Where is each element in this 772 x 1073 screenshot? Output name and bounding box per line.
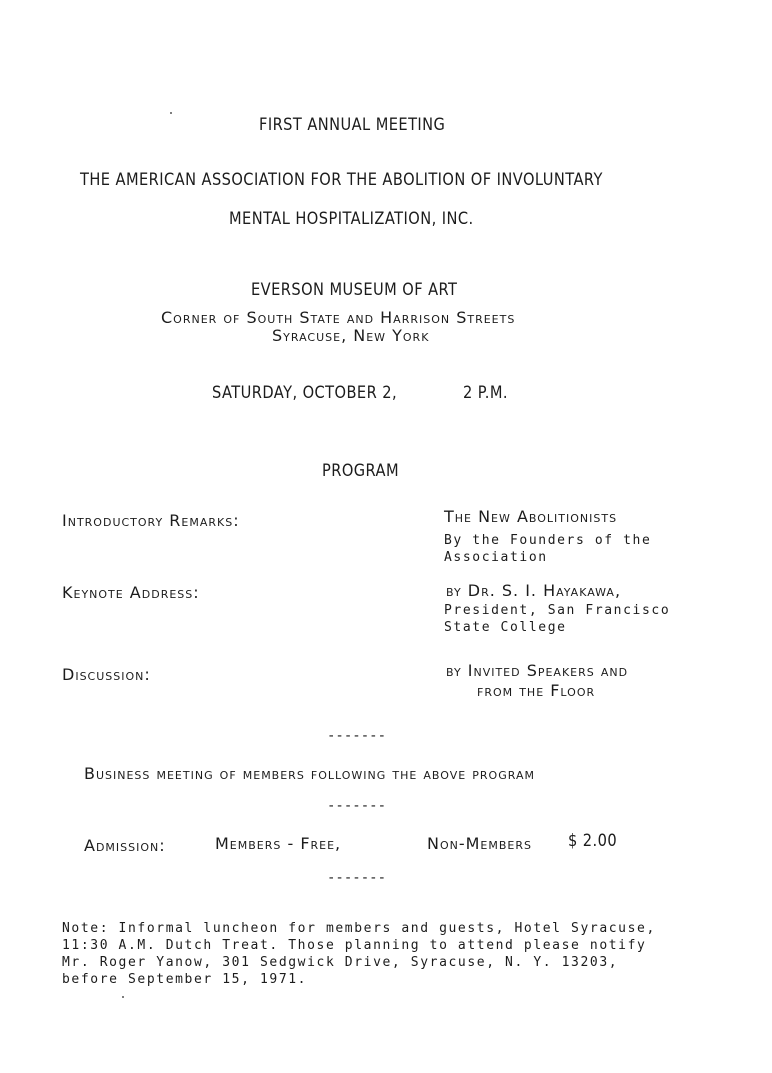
separator: ------- (327, 870, 387, 886)
program-item-label: Keynote Address: (62, 583, 200, 602)
event-time: 2 P.M. (463, 383, 508, 403)
organization-name-line-2: MENTAL HOSPITALIZATION, INC. (229, 209, 474, 229)
event-date: SATURDAY, OCTOBER 2, (212, 383, 398, 403)
ink-speck (122, 996, 124, 998)
separator: ------- (327, 798, 387, 814)
program-item-title-continued: from the Floor (477, 681, 596, 700)
program-item-title: The New Abolitionists (444, 507, 618, 526)
note-line: Mr. Roger Yanow, 301 Sedgwick Drive, Syracuse, N. Y. 13203, (62, 955, 619, 970)
program-item-label: Introductory Remarks: (62, 511, 240, 530)
admission-nonmembers-label: Non-Members (427, 834, 532, 853)
program-item-detail: President, San Francisco (444, 603, 671, 618)
ink-speck (170, 112, 172, 114)
program-heading: PROGRAM (322, 461, 400, 481)
program-item-detail: By the Founders of the (444, 533, 652, 548)
note-line: before September 15, 1971. (62, 972, 308, 987)
venue-city: Syracuse, New York (272, 326, 430, 345)
business-meeting-note: Business meeting of members following the above program (84, 764, 535, 783)
admission-label: Admission: (84, 836, 166, 855)
admission-members: Members - Free, (215, 834, 342, 853)
program-item-label: Discussion: (62, 665, 151, 684)
note-line: Note: Informal luncheon for members and guests, Hotel Syracuse, (62, 921, 656, 936)
venue-name: EVERSON MUSEUM OF ART (251, 280, 458, 300)
program-item-detail: Association (444, 550, 548, 565)
program-item-title: by Dr. S. I. Hayakawa, (446, 581, 622, 600)
admission-nonmembers-price: $ 2.00 (568, 831, 618, 851)
venue-address: Corner of South State and Harrison Streets (161, 308, 516, 327)
organization-name-line-1: THE AMERICAN ASSOCIATION FOR THE ABOLITION OF INVOLUNTARY (80, 170, 603, 190)
meeting-title: FIRST ANNUAL MEETING (259, 115, 446, 135)
program-item-detail: State College (444, 620, 567, 635)
separator: ------- (327, 728, 387, 744)
program-item-title: by Invited Speakers and (446, 661, 629, 680)
note-line: 11:30 A.M. Dutch Treat. Those planning to attend please notify (62, 938, 647, 953)
